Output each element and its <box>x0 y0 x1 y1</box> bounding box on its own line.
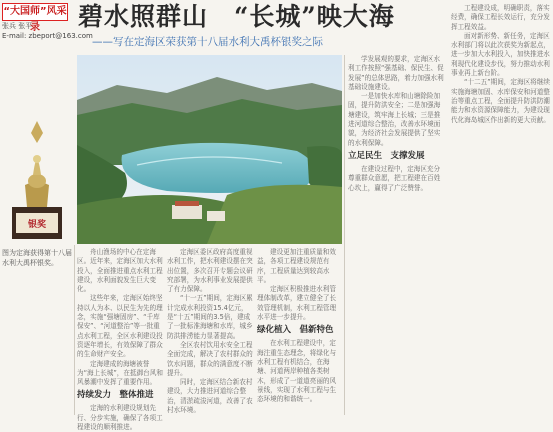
section-heading: 立足民生 支撑发展 <box>348 150 425 161</box>
subheadline: ——写在定海区荣获第十八届水利大禹杯银奖之际 <box>92 36 323 48</box>
article-column-3 <box>257 248 341 415</box>
paragraph: 同时，定海区结合新农村建设，大力推进河道综合整治，清淤疏浚河道，改善了农村水环境。 <box>167 378 253 415</box>
headline: 碧水照群山 “长城”映大海 <box>78 2 395 31</box>
article-column-1 <box>77 248 163 432</box>
reservoir-landscape-photo <box>77 55 342 244</box>
paragraph: 学发展观的要求，定海区水利工作按照“强基础、保民生、促发展”的总体思路，着力加强水利基础设施建设。 <box>348 55 444 91</box>
paragraph: 建设更加注重质量和效益，各项工程建设规范有序，工程质量达到较高水平。 <box>257 248 336 284</box>
paragraph: 定海区委区政府高度重视水利工作，把水利建设摆在突出位置，多次召开专题会议研究部署，为水利事业发展提供了有力保障。 <box>167 248 253 294</box>
article-column-2 <box>167 248 253 415</box>
paragraph: “十二五”期间，定海区将继续实施海塘加固、水库保安和河道整治等重点工程，全面提升防洪防潮能力和水资源保障能力，为建设现代化海岛城区作出新的更大贡献。 <box>451 78 550 124</box>
paragraph: 工程建设成，明确职责，落实经费，确保工程长效运行，充分发挥工程效益。 <box>451 4 550 31</box>
paragraph: 一是加快水库和山塘除险加固，提升防洪安全；二是加强海塘建设，筑牢海上长城；三是推进河道综合整治，改善水环境面貌，为经济社会发展提供了坚实的水利保障。 <box>348 92 441 147</box>
paragraph: 舟山渔场的中心在定海区。近年来，定海区加大水利投入，全面推进重点水利工程建设，水利面貌发生巨大变化。 <box>77 248 163 294</box>
reporter-email[interactable]: E-mail: zbeport@163.com <box>2 32 93 40</box>
paragraph: 定海建成的海塘被誉为“海上长城”，在抵御台风和风暴潮中发挥了重要作用。 <box>77 359 163 387</box>
paragraph: 这些年来，定海区始终坚持以人为本、以民生为先的理念，实施“强塘固房”、“千库保安”、“河道整治”等一批重点水利工程，全区水利建设投资逐年增长，有效保障了群众的生命财产安全。 <box>77 294 163 359</box>
section-heading: 持续发力 整体推进 <box>77 390 154 401</box>
section-heading: 绿化植入 倡新特色 <box>257 325 334 336</box>
article-column-5 <box>451 4 551 415</box>
column-rule <box>344 55 345 415</box>
paragraph: 定海区积极推进水利管理体制改革，建立健全了长效管理机制，水利工程管理水平进一步提升。 <box>257 285 337 322</box>
paragraph: 面对新形势、新任务，定海区水利部门将以此次获奖为新起点，进一步加大水利投入，加快推进水利现代化建设步伐，努力推动水利事业再上新台阶。 <box>451 31 550 78</box>
paragraph: 全区农村饮用水安全工程全面完成，解决了农村群众的饮水问题，群众的满意度不断提升。 <box>167 340 253 377</box>
reporter-byline: 张兵 张平 <box>2 22 33 30</box>
paragraph: 定海的水利建设规划先行、分步实施，确保了各项工程建设的顺利推进。 <box>77 404 163 432</box>
column-rule <box>74 245 75 415</box>
paragraph: 在建设过程中，定海区充分尊重群众意愿，把工程建在百姓心坎上，赢得了广泛赞誉。 <box>348 164 441 192</box>
photo-caption: 图为定海获得第十八届水利大禹杯银奖。 <box>2 249 72 267</box>
paragraph: “十一五”期间，定海区累计完成水利投资15.4亿元，是“十五”期间的3.5倍，建成了一批标准海塘和水库，城乡防洪排涝能力显著提高。 <box>167 294 253 340</box>
trophy-plaque-text: 银奖 <box>27 220 47 230</box>
paragraph: 在水利工程建设中，定海注重生态理念，将绿化与水利工程有机结合，在海塘、河道两岸种植各类树木，形成了一道道亮丽的风景线，实现了水利工程与生态环境的和谐统一。 <box>257 339 337 404</box>
column-tag: “大国师”风采录 <box>2 3 68 21</box>
article-column-4 <box>348 55 444 415</box>
dayu-cup-trophy-photo <box>2 115 72 245</box>
